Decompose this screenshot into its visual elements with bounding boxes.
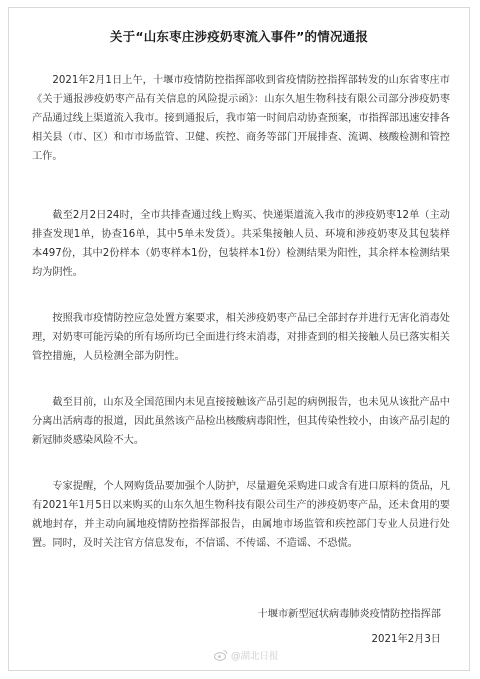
signature-date: 2021年2月3日 <box>371 634 441 645</box>
paragraph-5: 专家提醒，个人网购货品要加强个人防护，尽量避免采购进口或含有进口原料的货品，凡有2021年1月5日以来购买的山东久旭生物科技有限公司生产的涉疫奶枣产品，还未食用的要就地封存，并主动向属地疫情防控指挥部报告，由属地市场监管和疾控部门专业人员进行处置。同时，及时关注官方信息发布，不信谣、不传谣、不造谣、不恐慌。 <box>32 481 450 549</box>
paragraph-4: 截至目前，山东及全国范围内未见直接接触该产品引起的病例报告，也未见从该批产品中分离出活病毒的报道，因此虽然该产品检出核酸病毒阳性，但其传染性较小，由该产品引起的新冠肺炎感染风险不大。 <box>32 397 450 446</box>
paragraph-2: 截至2月2日24时，全市共排查通过线上购买、快递渠道流入我市的涉疫奶枣12单（主动排查发现1单，协查16单，其中5单未发货）。共采集接触人员、环境和涉疫奶枣及其包装样本497份，其中2份样本（奶枣样本1份，包装样本1份）检测结果为阳性，其余样本检测结果均为阴性。 <box>32 210 450 278</box>
weibo-icon <box>214 649 228 661</box>
paragraph-3: 按照我市疫情防控应急处置方案要求，相关涉疫奶枣产品已全部封存并进行无害化消毒处理，对奶枣可能污染的所有场所均已全面进行终末消毒，对排查到的相关接触人员已落实相关管控措施，人员检测全部为阴性。 <box>32 313 450 362</box>
notice-title: 关于“山东枣庄涉疫奶枣流入事件”的情况通报 <box>109 29 369 44</box>
paragraph-1: 2021年2月1日上午，十堰市疫情防控指挥部收到省疫情防控指挥部转发的山东省枣庄市《关于通报涉疫奶枣产品有关信息的风险提示函》：山东久旭生物科技有限公司部分涉疫奶枣产品通过线上渠道流入我市。接到通报后，我市第一时间启动协查预案，市指挥部迅速安排各相关县（市、区）和市市场监管、卫健、疾控、商务等部门开展排查、流调、核酸检测和管控工作。 <box>32 75 450 162</box>
watermark-text: @湖北日报 <box>231 651 279 662</box>
signature-organization: 十堰市新型冠状病毒肺炎疫情防控指挥部 <box>257 609 441 620</box>
weibo-watermark <box>214 648 279 662</box>
notice-document <box>8 7 470 671</box>
